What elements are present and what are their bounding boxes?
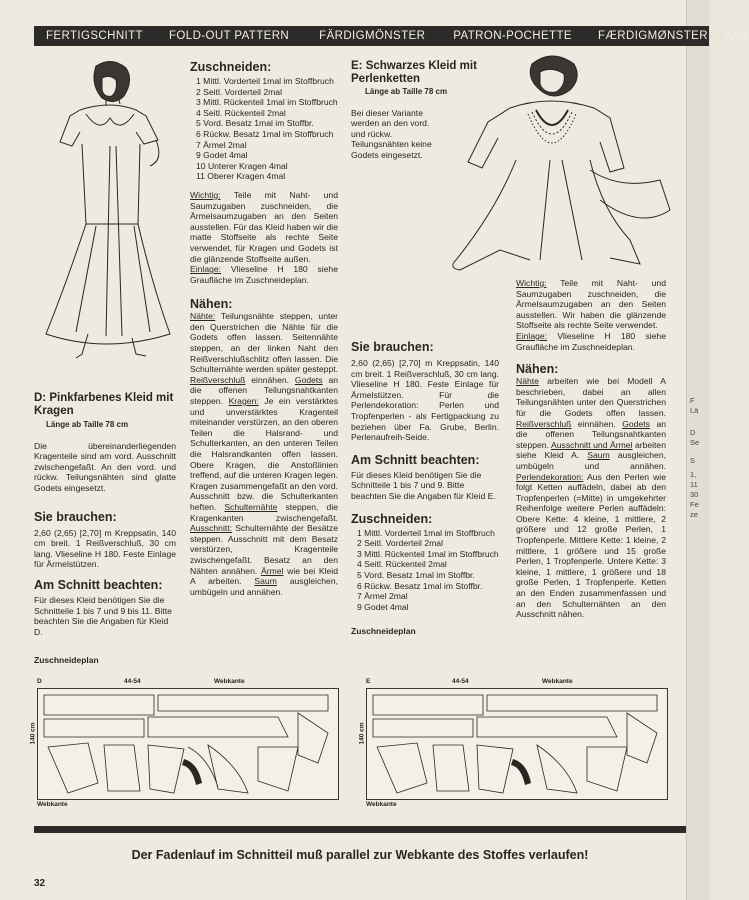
step-keyword: Godets xyxy=(294,374,323,385)
dress-d-need-heading: Sie brauchen: xyxy=(34,509,117,524)
step-text: arbeiten siehe Kleid A. xyxy=(516,439,666,461)
note-keyword: Einlage: xyxy=(516,330,548,341)
cut-item: 1 Mittl. Vorderteil 1mal im Stoffbruch xyxy=(357,527,495,538)
step-text: arbeiten wie bei Modell A beschrieben, dabei an allen Teilungsnähten unter den Querstrichen für die Godets offen lassen. xyxy=(516,376,666,418)
note-keyword: Wichtig: xyxy=(516,278,547,288)
grain-line-note: Der Fadenlauf im Schnitteil muß parallel zur Webkante des Stoffes verlaufen! xyxy=(131,848,589,862)
cut-item: 10 Unterer Kragen 4mal xyxy=(196,160,288,171)
edge-fragment: Lä xyxy=(690,406,699,415)
banner-item: PATRON-POCHETTE xyxy=(453,30,572,42)
step-text: Aus den Perlen wie folgt Ketten auffädeln, dabei ab den Tropfenperlen (=Mitte) in umgekehrter Reihenfolge weitere Perlen auffädeln: Obere Kette: 4 kleine, 1 mittlere, 2 größere und 12 große Perlen, 1 Tropfenperle. Mittlere Kette: 1 kleine, 2 mittlere, 1 größere und 15 große Perlen, 1 Tropfenperle. Untere Kette: 3 kleine, 1 mittlere, 1 größere und 18 große Perlen, 1 Tropfenperle. Ketten an den Enden zusammenfassen und an den Schulternähten an den Ausschnitt nähen. xyxy=(516,471,666,620)
dress-d-intro: Die übereinanderliegenden Kragenteile sind am vord. Ausschnitt zwischengefaßt. An den vord. und rückw. Teilungsnähten sind glatte Godets eingesetzt. xyxy=(34,440,176,493)
dress-e-instructions xyxy=(516,278,666,620)
step-keyword: Saum xyxy=(587,450,610,461)
plan-e-letter: E xyxy=(366,678,371,685)
dress-d-plan-label: Zuschneideplan xyxy=(34,655,99,666)
interfacing-note-d xyxy=(190,264,338,285)
cut-item: 4 Seitl. Rückenteil 2mal xyxy=(357,559,447,570)
plan-e-selvedge-bottom: Webkante xyxy=(366,801,397,808)
step-keyword: Ausschnitt: xyxy=(190,523,233,534)
cut-list-d xyxy=(196,76,338,182)
step-text: ausgleichen, umbügeln und annähen. xyxy=(190,576,338,597)
dress-e-intro: Bei dieser Variante werden an den vord. und rückw. Teilungsnähten keine Godets eingesetzt. xyxy=(351,107,432,160)
cut-item: 3 Mittl. Rückenteil 1mal im Stoffbruch xyxy=(196,97,338,108)
cut-item: 7 Ärmel 2mal xyxy=(196,139,247,150)
note-keyword: Einlage: xyxy=(190,264,222,275)
cut-item: 7 Ärmel 2mal xyxy=(357,591,408,602)
cut-item: 1 Mittl. Vorderteil 1mal im Stoffbruch xyxy=(196,76,334,86)
cut-item: 6 Rückw. Besatz 1mal im Stoffbr. xyxy=(357,580,483,591)
cut-item: 2 Seitl. Vorderteil 2mal xyxy=(196,86,282,97)
plan-e-sizes: 44-54 xyxy=(452,678,469,685)
step-keyword: Ärmel xyxy=(260,565,284,576)
interfacing-note-e xyxy=(516,331,666,352)
dress-e-need: 2,60 (2,65) [2,70] m Kreppsatin, 140 cm breit. 1 Reißverschluß, 30 cm lang. Vlieseline H 180. Feste Einlage für Ärmelstützen. Für die Perlendekoration: Perlen und Tropfenperlen - als Fertigpackung zu beziehen über Fa. Grube, Berlin. Perlenaufreih-Seide. xyxy=(351,358,499,443)
dress-d-pattern-note: Für dieses Kleid benötigen Sie die Schnitteile 1 bis 7 und 9 bis 11. Bitte beachten Sie die Angaben für Kleid D. xyxy=(34,594,172,637)
cut-heading-e: Zuschneiden: xyxy=(351,511,433,526)
dress-e-length: Länge ab Taille 78 cm xyxy=(365,87,448,96)
plan-d-letter: D xyxy=(37,678,42,685)
step-text: ausgleichen, umbügeln und annähen. xyxy=(516,450,667,471)
step-keyword: Kragen: xyxy=(228,396,259,407)
cut-heading-d: Zuschneiden: xyxy=(190,60,272,74)
step-keyword: Ausschnitt und Ärmel xyxy=(551,439,633,450)
plan-d-sizes: 44-54 xyxy=(124,678,141,685)
cut-item: 6 Rückw. Besatz 1mal im Stoffbruch xyxy=(196,128,334,139)
edge-fragment: Fe xyxy=(690,500,699,509)
cut-item: 3 Mittl. Rückenteil 1mal im Stoffbruch xyxy=(357,548,499,559)
sew-steps-d xyxy=(190,311,338,597)
cutting-plan-e xyxy=(366,688,668,800)
cut-item: 5 Vord. Besatz 1mal im Stoffbr. xyxy=(196,118,314,129)
edge-fragment: Se xyxy=(690,438,700,447)
edge-fragment: ze xyxy=(690,510,698,519)
cut-item: 9 Godet 4mal xyxy=(196,150,248,161)
step-text: einnähen. xyxy=(577,418,616,429)
banner-item: FOLD-OUT PATTERN xyxy=(169,30,290,42)
sew-steps-e xyxy=(516,376,666,620)
step-keyword: Perlendekoration: xyxy=(516,471,584,482)
step-text: wie bei Kleid A arbeiten. xyxy=(190,565,338,587)
cut-note-d xyxy=(190,190,338,264)
dress-d-instructions xyxy=(190,60,338,597)
sew-heading-d: Nähen: xyxy=(190,297,233,312)
step-text: an die offenen Teilungsnahtkanten steppen. xyxy=(190,374,339,407)
note-keyword: Wichtig: xyxy=(190,189,221,200)
step-text: Je ein verstärktes und unverstärktes Kragenteil miteinander verstürzen, an den oberen Teilen die Halsrand- und Schulterkanten, an den unteren Teilen die Halsrandkanten offen lassen. Obere Kragen, die Anstoßlinien treffend, auf die unteren Kragen legen. Kragen zusammengefaßt an den vord. Ausschnitt bzw. die Schulterkanten heften. xyxy=(190,396,339,512)
cut-item: 9 Godet 4mal xyxy=(357,601,409,612)
cut-item: 4 Seitl. Rückenteil 2mal xyxy=(196,107,286,118)
step-keyword: Godets xyxy=(622,418,650,429)
banner-item: FÆRDIGMØNSTER xyxy=(597,30,708,42)
note-text: Vlieseline H 180 siehe Graufläche im Zuschneideplan. xyxy=(190,264,338,285)
step-text: Teilungsnähte steppen, unter den Querstrichen die Nähte für die Godets offen lassen. Seitennähte steppen, an der linken Naht den Reißverschlußschlitz offen lassen. Die Schulternähte werden später gesteppt. xyxy=(190,311,338,375)
step-text: einnähen. xyxy=(251,374,290,385)
step-keyword: Saum xyxy=(254,576,277,587)
cut-list-e xyxy=(357,528,499,613)
dress-e-need-heading: Sie brauchen: xyxy=(351,340,434,354)
dress-d-length: Länge ab Taille 78 cm xyxy=(46,420,129,429)
plan-d-selvedge-bottom: Webkante xyxy=(37,801,68,808)
footer-rule xyxy=(34,826,686,833)
banner-item: FERTIGSCHNITT xyxy=(46,30,143,42)
page-number: 32 xyxy=(34,878,46,889)
sew-heading-e: Nähen: xyxy=(516,362,559,377)
dress-e-pattern-note: Für dieses Kleid benötigen Sie die Schnitteile 1 bis 7 und 9. Bitte beachten Sie die Angaben für Kleid E. xyxy=(351,469,496,501)
cut-note-e xyxy=(516,278,666,331)
banner-item: FÄRDIGMÖNSTER xyxy=(319,30,426,42)
step-keyword: Schulternähte xyxy=(224,501,278,512)
cutting-plan-e-pieces xyxy=(367,689,667,799)
edge-fragment: F xyxy=(690,396,695,405)
dress-d-description xyxy=(34,392,176,666)
dress-e-pattern-heading: Am Schnitt beachten: xyxy=(351,452,480,467)
top-banner xyxy=(34,26,749,46)
cut-item: 11 Oberer Kragen 4mal xyxy=(196,171,286,182)
step-text: an die offenen Teilungsnahtkanten steppen. xyxy=(516,418,666,450)
plan-d-width: 140 cm xyxy=(29,722,37,745)
note-text: Vlieseline H 180 siehe Graufläche im Zuschneideplan. xyxy=(516,330,666,352)
step-text: Schulternähte der Besätze steppen. Ausschnitt mit dem Besatz verstürzen, Kragenteile zwischengefaßt. Besatz an den Nähten annähen. xyxy=(190,523,339,576)
dress-d-illustration xyxy=(36,56,176,374)
cutting-plan-d xyxy=(37,688,339,800)
plan-d-selvedge-top: Webkante xyxy=(214,678,245,685)
step-keyword: Reißverschluß xyxy=(190,374,246,385)
edge-fragment: D xyxy=(690,428,696,437)
dress-d-need: 2,60 (2,65) [2,70] m Kreppsatin, 140 cm breit. 1 Reißverschluß, 30 cm lang. Vlieseline H 180. Feste Einlage für Ärmelstützen. xyxy=(34,527,176,570)
dress-d-pattern-heading: Am Schnitt beachten: xyxy=(34,577,163,592)
step-text: steppen, die Kragenkanten zwischengefaßt. xyxy=(190,501,339,523)
cut-item: 5 Vord. Besatz 1mal im Stoffbr. xyxy=(357,569,475,580)
plan-e-selvedge-top: Webkante xyxy=(542,678,573,685)
cut-item: 2 Seitl. Vorderteil 2mal xyxy=(357,538,443,549)
edge-fragment: 1, xyxy=(690,470,697,479)
dress-e-materials xyxy=(351,340,499,637)
edge-fragment: 30 xyxy=(690,490,699,499)
dress-e-plan-label: Zuschneideplan xyxy=(351,626,416,637)
step-keyword: Nähte: xyxy=(190,311,216,322)
edge-fragment: 11 xyxy=(690,480,698,489)
cutting-plan-d-pieces xyxy=(38,689,338,799)
next-page-edge xyxy=(686,0,710,900)
note-text: Teile mit Naht- und Saumzugaben zuschneiden, die Ärmelsaumzugaben an den Seiten ausstellen. Für das Kleid haben wir die matte Stoffseite als rechte Seite verwendet, für Kragen und Godets ist die glänzende Stoffseite außen. xyxy=(190,189,338,264)
step-keyword: Reißverschluß xyxy=(516,418,572,429)
dress-e-illustration xyxy=(440,50,686,280)
edge-fragment: S xyxy=(690,456,696,465)
dress-e-title: E: Schwarzes Kleid mit Perlenketten xyxy=(351,60,477,85)
plan-e-width: 140 cm xyxy=(358,722,366,745)
banner-item: KAN xyxy=(723,30,749,42)
note-text: Teile mit Naht- und Saumzugaben zuschneiden, die Ärmelsaumzugaben an den Seiten ausstellen. Wir haben die glänzende Stoffseite als rechte Seite verwendet. xyxy=(516,278,666,331)
dress-d-title: D: Pinkfarbenes Kleid mit Kragen xyxy=(34,392,174,417)
step-keyword: Nähte xyxy=(516,376,539,387)
